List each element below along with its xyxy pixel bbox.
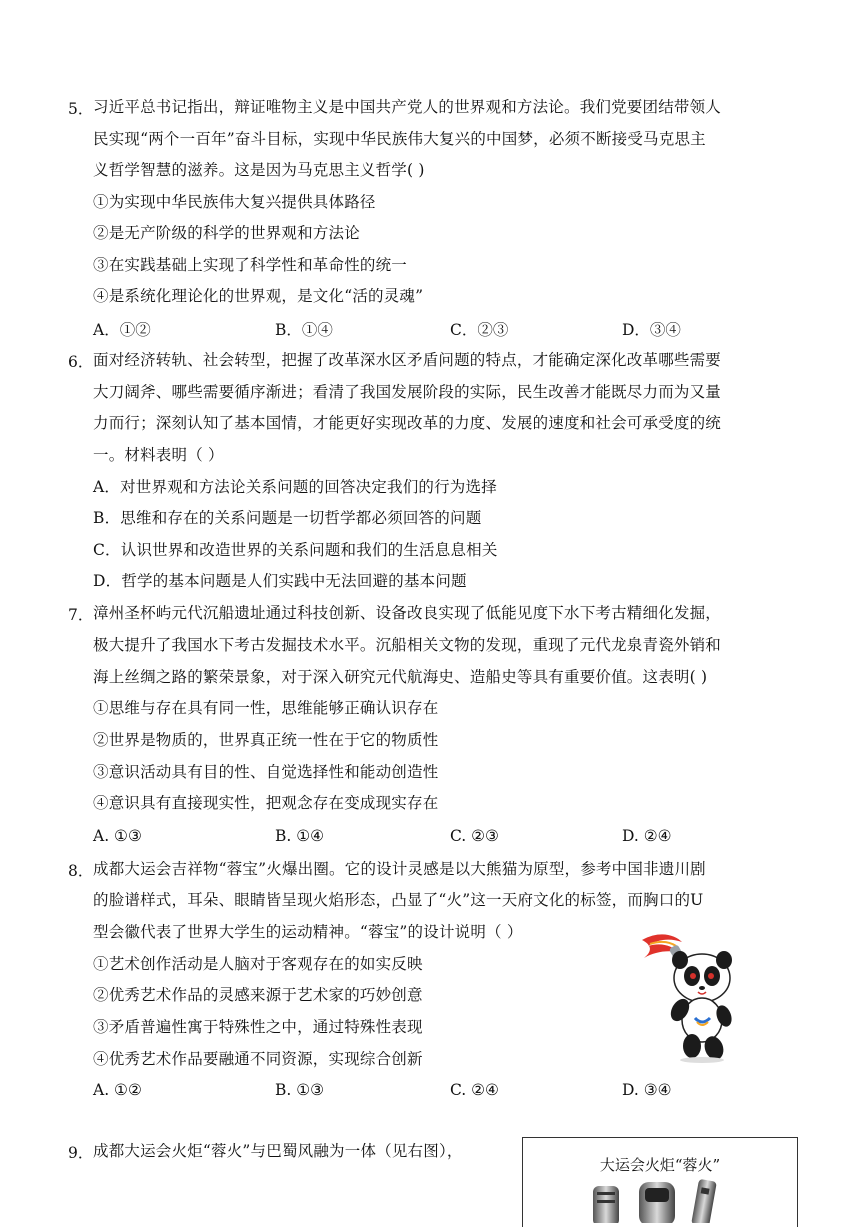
- torch-illustration: [583, 1178, 743, 1223]
- question-text-line: 成都大运会吉祥物“蓉宝”火爆出圈。它的设计灵感是以大熊猫为原型，参考中国非遗川剧: [93, 860, 706, 878]
- torch-figure-box: [522, 1137, 798, 1227]
- question-text-line: 民实现“两个一百年”奋斗目标，实现中华民族伟大复兴的中国梦，必须不断接受马克思主: [93, 130, 706, 148]
- question-text-line: 漳州圣杯屿元代沉船遗址通过科技创新、设备改良实现了低能见度下水下考古精细化发掘，: [93, 604, 722, 622]
- question-text-line: 极大提升了我国水下考古发掘技术水平。沉船相关文物的发现，重现了元代龙泉青瓷外销和: [93, 636, 722, 654]
- statement: ①为实现中华民族伟大复兴提供具体路径: [93, 193, 376, 211]
- option-d: D. ③④: [622, 1081, 672, 1099]
- option-d: D. ②④: [622, 827, 672, 845]
- statement: ③意识活动具有目的性、自觉选择性和能动创造性: [93, 763, 439, 781]
- question-text-line: 习近平总书记指出，辩证唯物主义是中国共产党人的世界观和方法论。我们党要团结带领人: [93, 98, 722, 116]
- statement: ②是无产阶级的科学的世界观和方法论: [93, 224, 360, 242]
- statement: ①艺术创作活动是人脑对于客观存在的如实反映: [93, 955, 423, 973]
- question-text-line: 的脸谱样式，耳朵、眼睛皆呈现火焰形态，凸显了“火”这一天府文化的标签，而胸口的U: [93, 891, 704, 909]
- option-b: B．思维和存在的关系问题是一切哲学都必须回答的问题: [93, 509, 482, 527]
- option-a: A. ①③: [93, 827, 142, 845]
- option-b: B．①④: [275, 321, 333, 339]
- option-c: C. ②④: [450, 1081, 499, 1099]
- option-c: C. ②③: [450, 827, 499, 845]
- option-c: C．②③: [450, 321, 509, 339]
- option-c: C．认识世界和改造世界的关系问题和我们的生活息息相关: [93, 541, 498, 559]
- question-text-line: 义哲学智慧的滋养。这是因为马克思主义哲学( ): [93, 161, 425, 179]
- question-text-line: 一。材料表明（ ）: [93, 446, 224, 464]
- statement: ③在实践基础上实现了科学性和革命性的统一: [93, 256, 408, 274]
- option-b: B. ①③: [275, 1081, 325, 1099]
- statement: ④意识具有直接现实性，把观念存在变成现实存在: [93, 794, 439, 812]
- option-d: D．③④: [622, 321, 681, 339]
- question-number: 5．: [68, 100, 94, 118]
- question-text-line: 大刀阔斧、哪些需要循序渐进；看清了我国发展阶段的实际，民生改善才能既尽力而为又量: [93, 383, 722, 401]
- option-a: A．对世界观和方法论关系问题的回答决定我们的行为选择: [93, 478, 497, 496]
- question-text-line: 成都大运会火炬“蓉火”与巴蜀风融为一体（见右图），: [93, 1142, 463, 1160]
- question-number: 9．: [68, 1144, 94, 1162]
- option-b: B. ①④: [275, 827, 325, 845]
- statement: ④优秀艺术作品要融通不同资源，实现综合创新: [93, 1050, 423, 1068]
- question-number: 6．: [68, 353, 94, 371]
- statement: ③矛盾普遍性寓于特殊性之中，通过特殊性表现: [93, 1018, 423, 1036]
- option-a: A．①②: [93, 321, 151, 339]
- option-a: A. ①②: [93, 1081, 142, 1099]
- question-number: 8．: [68, 862, 94, 880]
- statement: ②世界是物质的，世界真正统一性在于它的物质性: [93, 731, 439, 749]
- question-text-line: 力而行；深刻认知了基本国情，才能更好实现改革的力度、发展的速度和社会可承受度的统: [93, 414, 722, 432]
- question-number: 7．: [68, 606, 94, 624]
- torch-figure-title: 大运会火炬“蓉火”: [599, 1156, 721, 1174]
- question-text-line: 型会徽代表了世界大学生的运动精神。“蓉宝”的设计说明（ ）: [93, 923, 523, 941]
- option-d: D．哲学的基本问题是人们实践中无法回避的基本问题: [93, 572, 467, 590]
- statement: ②优秀艺术作品的灵感来源于艺术家的巧妙创意: [93, 986, 423, 1004]
- statement: ④是系统化理论化的世界观，是文化“活的灵魂”: [93, 287, 424, 305]
- question-text-line: 海上丝绸之路的繁荣景象，对于深入研究元代航海史、造船史等具有重要价值。这表明( ): [93, 668, 708, 686]
- question-text-line: 面对经济转轨、社会转型，把握了改革深水区矛盾问题的特点，才能确定深化改革哪些需要: [93, 351, 722, 369]
- mascot-panda-illustration: [640, 930, 735, 1065]
- statement: ①思维与存在具有同一性，思维能够正确认识存在: [93, 699, 439, 717]
